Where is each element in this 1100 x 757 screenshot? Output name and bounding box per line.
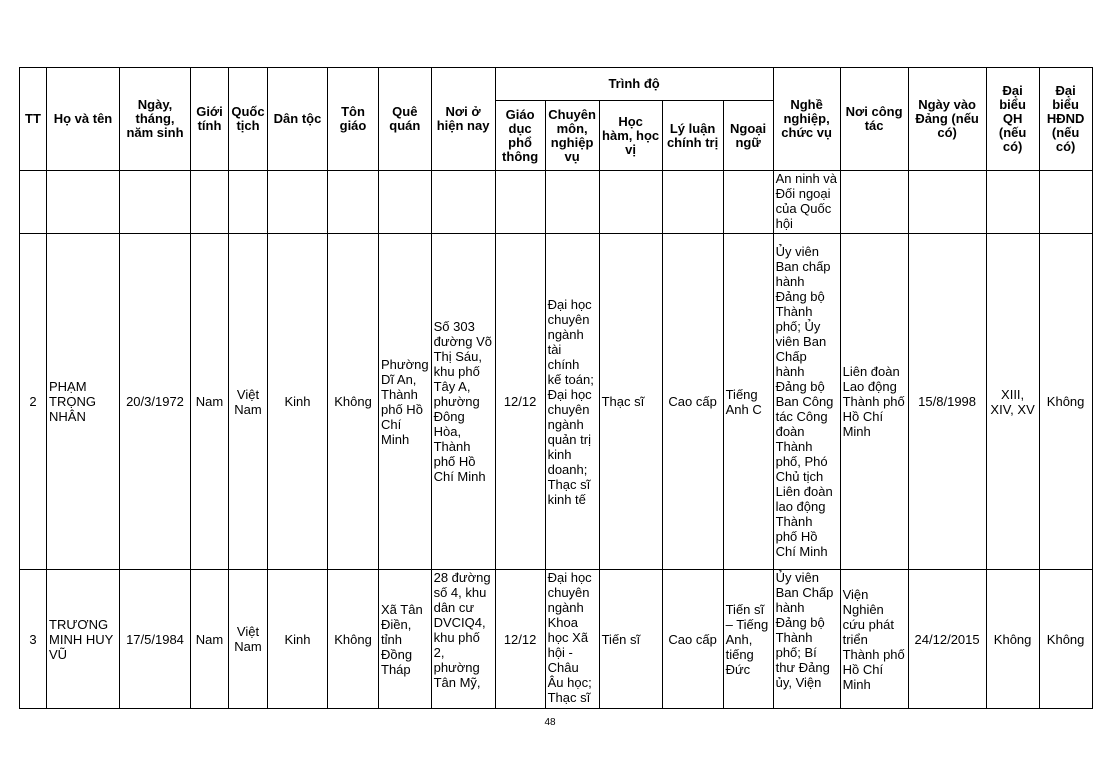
header-tt: TT <box>20 68 47 171</box>
cell-council-delegate: Không <box>1039 570 1092 709</box>
cell-dob: 20/3/1972 <box>120 234 191 570</box>
cell-nationality: Việt Nam <box>229 570 268 709</box>
cell-language: Tiếng Anh C <box>723 234 773 570</box>
cell-political: Cao cấp <box>662 570 723 709</box>
header-occupation: Nghề nghiệp, chức vụ <box>773 68 840 171</box>
cell-religion: Không <box>328 234 379 570</box>
cell-hometown: Phường Dĩ An, Thành phố Hồ Chí Minh <box>379 234 432 570</box>
header-name: Họ và tên <box>47 68 120 171</box>
cell-occupation: Ủy viên Ban Chấp hành Đảng bộ Thành phố; Bí thư Đảng ủy, Viện <box>773 570 840 709</box>
header-gender: Giới tính <box>191 68 229 171</box>
header-political: Lý luận chính trị <box>662 101 723 171</box>
cell-hometown: Xã Tân Điền, tỉnh Đồng Tháp <box>379 570 432 709</box>
cell-tt: 2 <box>20 234 47 570</box>
cell-specialty: Đại học chuyên ngành tài chính kế toán; Đại học chuyên ngành quản trị kinh doanh; Thạc sĩ kinh tế <box>545 234 599 570</box>
header-religion: Tôn giáo <box>328 68 379 171</box>
cell-party-date: 24/12/2015 <box>908 570 986 709</box>
cell-workplace: Liên đoàn Lao động Thành phố Hồ Chí Minh <box>840 234 908 570</box>
cell-gender: Nam <box>191 570 229 709</box>
table-row <box>20 570 1093 709</box>
cell-name: TRƯƠNG MINH HUY VŨ <box>47 570 120 709</box>
candidate-table <box>19 67 1093 709</box>
cell-occupation: An ninh và Đối ngoại của Quốc hội <box>773 171 840 234</box>
cell-dob: 17/5/1984 <box>120 570 191 709</box>
cell-tt: 3 <box>20 570 47 709</box>
header-nationality: Quốc tịch <box>229 68 268 171</box>
cell-degree: Thạc sĩ <box>599 234 662 570</box>
cell-gender: Nam <box>191 234 229 570</box>
table-row <box>20 171 1093 234</box>
header-party-date: Ngày vào Đảng (nếu có) <box>908 68 986 171</box>
cell-name: PHẠM TRỌNG NHÂN <box>47 234 120 570</box>
cell-religion: Không <box>328 570 379 709</box>
cell-general-edu: 12/12 <box>495 234 545 570</box>
header-council-delegate: Đại biểu HĐND (nếu có) <box>1039 68 1092 171</box>
page-number: 48 <box>544 717 556 728</box>
header-residence: Nơi ở hiện nay <box>431 68 495 171</box>
cell-party-date: 15/8/1998 <box>908 234 986 570</box>
header-level-group: Trình độ <box>495 68 773 101</box>
header-hometown: Quê quán <box>379 68 432 171</box>
header-degree: Học hàm, học vị <box>599 101 662 171</box>
cell-specialty: Đại học chuyên ngành Khoa học Xã hội - Châu Âu học; Thạc sĩ <box>545 570 599 709</box>
cell-workplace: Viện Nghiên cứu phát triển Thành phố Hồ Chí Minh <box>840 570 908 709</box>
cell-council-delegate: Không <box>1039 234 1092 570</box>
header-specialty: Chuyên môn, nghiệp vụ <box>545 101 599 171</box>
cell-occupation: Ủy viên Ban chấp hành Đảng bộ Thành phố; Ủy viên Ban Chấp hành Đảng bộ Ban Công tác Công đoàn Thành phố, Phó Chủ tịch Liên đoàn lao động Thành phố Hồ Chí Minh <box>773 234 840 570</box>
header-na-delegate: Đại biểu QH (nếu có) <box>986 68 1039 171</box>
header-language: Ngoại ngữ <box>723 101 773 171</box>
cell-residence: 28 đường số 4, khu dân cư DVCIQ4, khu phố 2, phường Tân Mỹ, <box>431 570 495 709</box>
header-general-edu: Giáo dục phổ thông <box>495 101 545 171</box>
header-dob: Ngày, tháng, năm sinh <box>120 68 191 171</box>
cell-degree: Tiến sĩ <box>599 570 662 709</box>
table-row <box>20 234 1093 570</box>
cell-na-delegate: Không <box>986 570 1039 709</box>
header-ethnicity: Dân tộc <box>268 68 328 171</box>
cell-na-delegate: XIII, XIV, XV <box>986 234 1039 570</box>
cell-language: Tiến sĩ – Tiếng Anh, tiếng Đức <box>723 570 773 709</box>
cell-ethnicity: Kinh <box>268 570 328 709</box>
cell-nationality: Việt Nam <box>229 234 268 570</box>
cell-political: Cao cấp <box>662 234 723 570</box>
cell-general-edu: 12/12 <box>495 570 545 709</box>
cell-residence: Số 303 đường Võ Thị Sáu, khu phố Tây A, phường Đông Hòa, Thành phố Hồ Chí Minh <box>431 234 495 570</box>
header-workplace: Nơi công tác <box>840 68 908 171</box>
cell-ethnicity: Kinh <box>268 234 328 570</box>
